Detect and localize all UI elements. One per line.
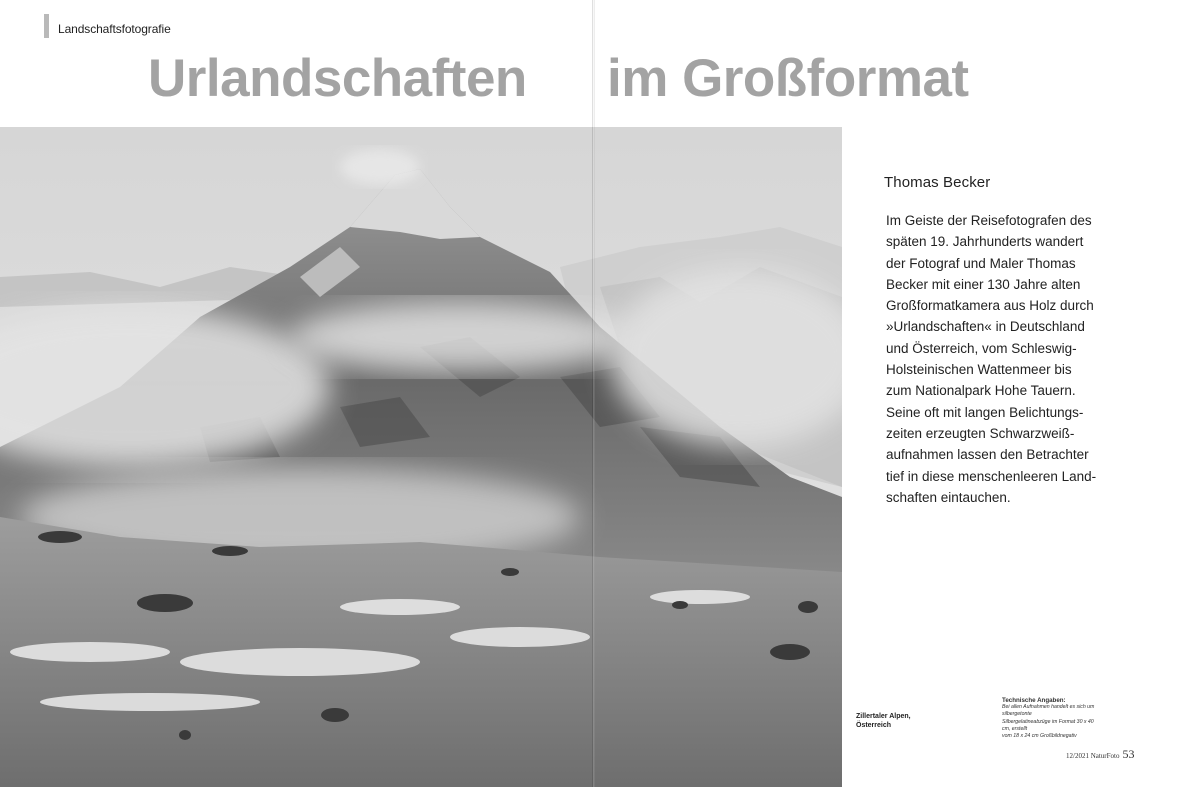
lead-line: der Fotograf und Maler Thomas	[886, 255, 1076, 271]
lead-line: »Urlandschaften« in Deutschland	[886, 319, 1085, 335]
technical-line: Silbergelatineabzüge im Format 30 x 40 cm, erstellt	[1002, 718, 1094, 732]
headline	[148, 48, 1048, 114]
lead-line: schaften eintauchen.	[886, 489, 1011, 505]
folio	[1066, 745, 1134, 763]
section-label: Landschaftsfotografie	[58, 22, 171, 36]
lead-line: Holsteinischen Wattenmeer bis	[886, 362, 1072, 378]
issue-label: 12/2021 NaturFoto	[1066, 752, 1120, 760]
lead-line: späten 19. Jahrhunderts wandert	[886, 234, 1084, 250]
lead-line: tief in diese menschenleeren Land-	[886, 468, 1097, 484]
lead-line: aufnahmen lassen den Betrachter	[886, 447, 1089, 463]
section-marker-bar	[44, 14, 49, 38]
lead-paragraph	[886, 210, 1126, 508]
headline-part-1: Urlandschaften	[148, 49, 527, 108]
technical-title: Technische Angaben:	[1002, 697, 1066, 704]
lead-line: Seine oft mit langen Belichtungs-	[886, 404, 1084, 420]
page-gutter	[592, 0, 595, 787]
lead-line: Becker mit einer 130 Jahre alten	[886, 276, 1081, 292]
technical-line: vom 18 x 24 cm Großbildnegativ	[1002, 733, 1077, 740]
mountain-photo-graphic	[0, 127, 842, 787]
photo-caption	[856, 712, 911, 730]
technical-details	[1002, 697, 1102, 740]
lead-line: zum Nationalpark Hohe Tauern.	[886, 383, 1076, 399]
lead-line: Im Geiste der Reisefotografen des	[886, 213, 1092, 228]
headline-part-2: im Großformat	[607, 49, 969, 108]
technical-line: Bei allen Aufnahmen handelt es sich um silbergetonte	[1002, 704, 1095, 718]
lead-line: Großformatkamera aus Holz durch	[886, 298, 1094, 314]
caption-location: Zillertaler Alpen,	[856, 713, 911, 720]
mountain-photo	[0, 127, 842, 787]
lead-line: und Österreich, vom Schleswig-	[886, 340, 1077, 356]
page-number: 53	[1122, 747, 1135, 761]
author-name: Thomas Becker	[884, 174, 991, 191]
lead-line: zeiten erzeugten Schwarzweiß-	[886, 425, 1075, 441]
caption-country: Österreich	[856, 722, 892, 729]
